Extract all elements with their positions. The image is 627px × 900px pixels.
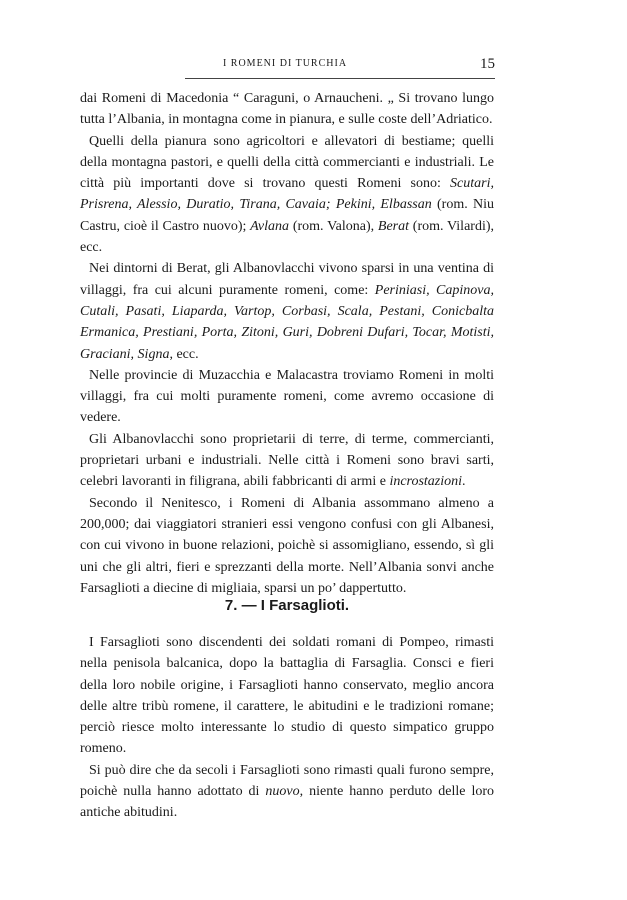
text-run: Nei dintorni di Berat, gli Albanovlacchi vivono sparsi in una ventina di villaggi, fra cui alcuni puramente romeni, come: [80, 261, 494, 298]
paragraph: Nelle provincie di Muzacchia e Malacastra troviamo Romeni in molti villaggi, fra cui molti puramente romeni, come avremo occasione di vedere. [80, 367, 494, 426]
text-run: . [462, 474, 466, 490]
paragraph: I Farsaglioti sono discendenti dei soldati romani di Pompeo, rimasti nella penisola balcanica, dopo la battaglia di Farsaglia. Consci e fieri della loro nobile origine, i Farsaglioti hanno conservato, meglio ancora delle altre tribù romene, il carattere, le abitudini e le tradizioni romane; perciò riesce molto interessante lo studio di questo simpatico gruppo romeno. [80, 635, 494, 757]
paragraph [80, 258, 494, 364]
italic-run: Berat [377, 218, 409, 234]
text-run: (rom. Valona), [289, 218, 378, 234]
italic-run: incrostazioni [389, 474, 463, 490]
paragraph: Secondo il Nenitesco, i Romeni di Albania assommano almeno a 200,000; dai viaggiatori stranieri essi vengono confusi con gli Albanesi, con cui vivono in buone relazioni, poichè si assomigliano, essendo, sì gli uni che gli altri, fieri e sprezzanti della morte. Nell’Albania sonvi anche Farsaglioti a diecine di migliaia, sparsi un po’ dappertutto. [80, 495, 494, 596]
text-run: (rom. Vilardi), ecc. [80, 218, 494, 256]
text-run: Gli Albanovlacchi sono proprietarii di terre, di terme, commercianti, proprietari urbani e industriali. Nelle città i Romeni sono bravi sarti, celebri lavoranti in filigrana, abili fabbricanti di armi e [80, 431, 494, 490]
italic-run: Periniasi, Capinova, Cutali, Pasati, Liaparda, Vartop, Corbasi, Scala, Pestani, Conicbalta Ermanica, Prestiani, Porta, Zitoni, Guri, Dobreni Dufari, Tocar, Motisti, Graciani, Signa [80, 282, 494, 362]
body-text-bottom [80, 632, 494, 824]
running-title: I ROMENI DI TURCHIA [222, 58, 348, 69]
italic-run: Avlana [250, 218, 290, 234]
text-run: Si può dire che da secoli i Farsaglioti sono rimasti quali furono sempre, poichè nulla hanno adottato di [80, 762, 494, 800]
section-title: 7. — I Farsaglioti. [224, 597, 350, 614]
page-number: 15 [480, 56, 495, 72]
header-rule [185, 78, 495, 79]
italic-run: nuovo [265, 784, 300, 800]
italic-run: Scutari, Prisrena, Alessio, Duratio, Tirana, Cavaia; Pekini, Elbassan [80, 176, 494, 213]
paragraph [80, 429, 494, 493]
paragraph [80, 131, 494, 259]
paragraph: dai Romeni di Macedonia “ Caraguni, o Arnaucheni. „ Si trovano lungo tutta l’Albania, in montagna come in pianura, e sulle coste dell’Adriatico. [80, 91, 494, 128]
paragraph [80, 760, 494, 824]
body-text-top [80, 88, 494, 599]
text-run: Quelli della pianura sono agricoltori e allevatori di bestiame; quelli della montagna pastori, e quelli della città commercianti e industriali. Le città più importanti dove si trovano questi Romeni sono: [80, 133, 494, 192]
text-run: , niente hanno perduto delle loro antiche abitudini. [80, 784, 494, 821]
page-header [75, 56, 495, 76]
text-run: , ecc. [169, 346, 199, 362]
text-run: (rom. Niu Castru, cioè il Castro nuovo); [80, 197, 495, 234]
